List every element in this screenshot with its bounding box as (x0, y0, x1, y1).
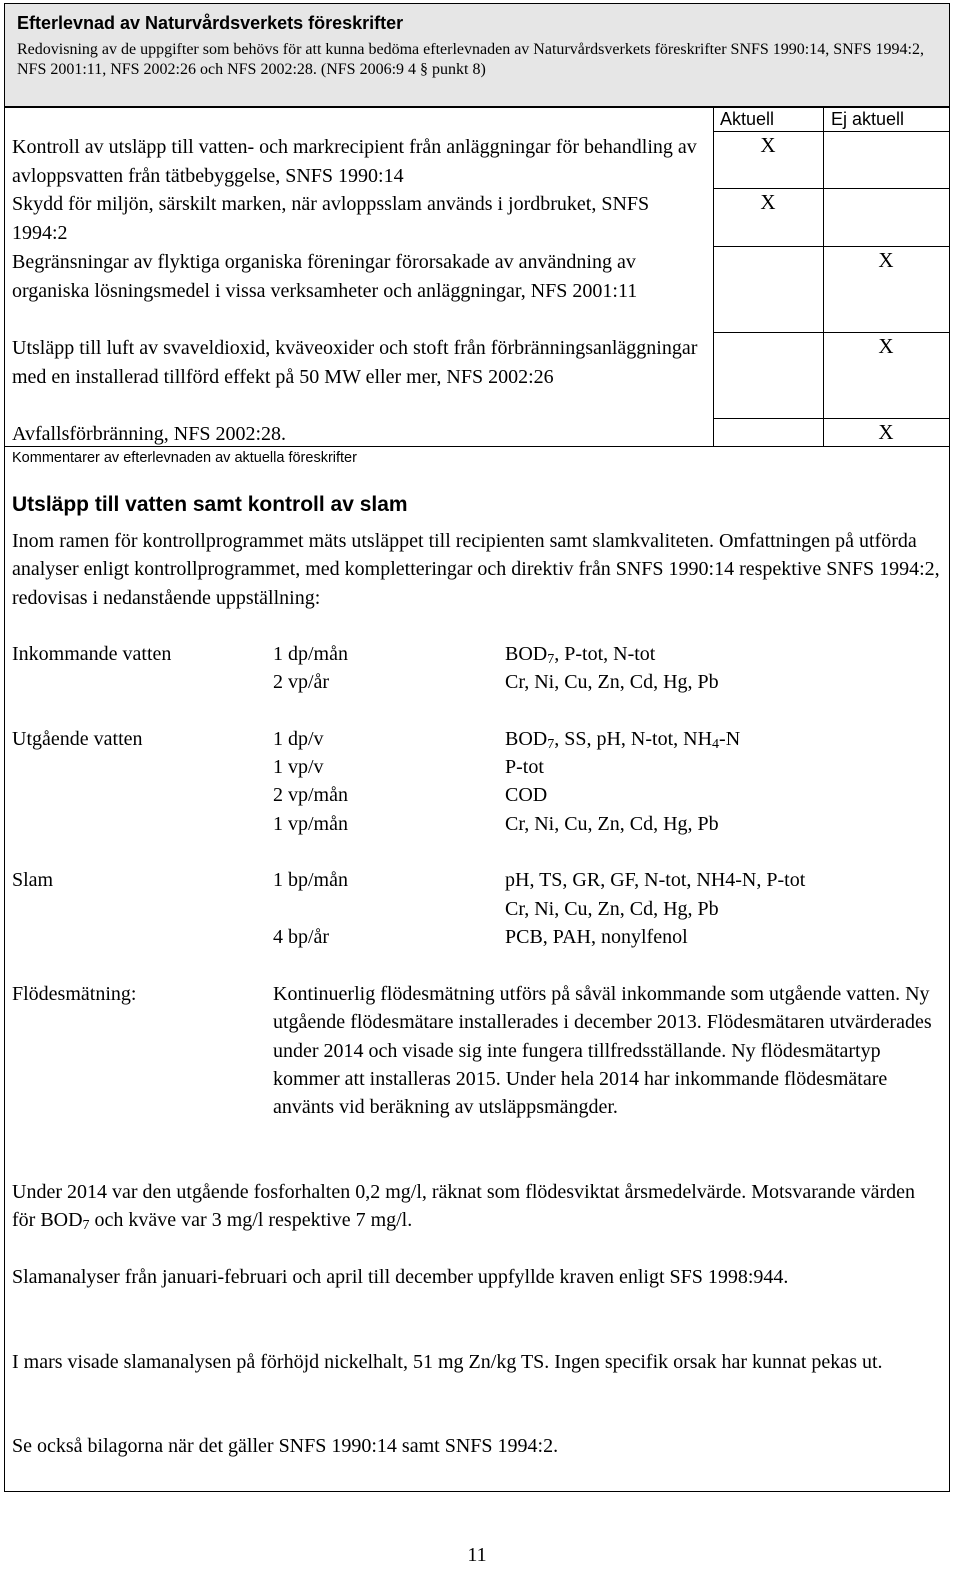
sampling-frequency: 2 vp/mån (273, 784, 348, 806)
sampling-parameters: P-tot (505, 756, 544, 778)
sampling-frequency: 1 dp/v (273, 728, 324, 750)
header-box (4, 3, 950, 107)
sampling-parameters: $BOD_7$, SS, pH, N-tot, $NH_4-N$ (505, 728, 741, 752)
requirement-row: Skydd för miljön, särskilt marken, när avloppsslam används i jordbruket, SNFS 1994:2 (12, 193, 650, 244)
table-row-line (713, 246, 949, 247)
table-row-line (713, 332, 949, 333)
column-header-aktuell: Aktuell (720, 109, 775, 129)
sampling-parameters: Cr, Ni, Cu, Zn, Cd, Hg, Pb (505, 813, 719, 835)
section-title: Utsläpp till vatten samt kontroll av slam (12, 493, 408, 516)
sampling-parameters: PCB, PAH, nonylfenol (505, 926, 688, 948)
table-divider-2 (823, 107, 824, 447)
sampling-frequency: 2 vp/år (273, 671, 330, 693)
paragraph: I mars visade slamanalysen på förhöjd nickelhalt, 51 mg Zn/kg TS. Ingen specifik orsak har kunnat pekas ut. (12, 1351, 883, 1373)
ej-aktuell-mark: X (878, 420, 894, 444)
sampling-parameters: $BOD_7$, P-tot, N-tot (505, 643, 656, 667)
table-row-line (713, 188, 949, 189)
table-header-line (713, 131, 949, 132)
sampling-parameters: COD (505, 784, 548, 806)
requirement-row: Kontroll av utsläpp till vatten- och markrecipient från anläggningar för behandling av avloppsvatten från tätbebyggelse, SNFS 1990:14 (12, 136, 697, 187)
sampling-frequency: 1 dp/mån (273, 643, 348, 665)
comment-label: Kommentarer av efterlevnaden av aktuella föreskrifter (12, 450, 357, 466)
paragraph: Se också bilagorna när det gäller SNFS 1990:14 samt SNFS 1994:2. (12, 1435, 559, 1457)
header-description: Redovisning av de uppgifter som behövs för att kunna bedöma efterlevnaden av Naturvårdsverkets föreskrifter SNFS 1990:14, SNFS 1994:2, NFS 2001:11, NFS 2002:26 och NFS 2002:28. (NFS 2006:9 4 § punkt 8) (17, 41, 924, 78)
aktuell-mark: X (760, 133, 776, 157)
ej-aktuell-mark: X (878, 248, 894, 272)
paragraph: Slamanalyser från januari-februari och april till december uppfyllde kraven enligt SFS 1998:944. (12, 1266, 789, 1288)
sludge-label: Slam (12, 869, 54, 891)
flow-measurement-label: Flödesmätning: (12, 983, 137, 1005)
header-title: Efterlevnad av Naturvårdsverkets föreskrifter (17, 13, 404, 33)
sampling-frequency: 4 bp/år (273, 926, 330, 948)
column-header-ej-aktuell: Ej aktuell (831, 109, 905, 129)
flow-measurement-text: Kontinuerlig flödesmätning utförs på såväl inkommande som utgående vatten. Ny utgående flödesmätare installerades i december 2013. Flödesmätaren utvärderades under 2014 och visade sig inte fungera tillfredsställande. Ny flödesmätartyp kommer att installeras 2015. Under hela 2014 har inkommande flödesmätare använts vid beräkning av utsläppsmängder. (273, 983, 932, 1119)
outgoing-water-label: Utgående vatten (12, 728, 143, 750)
sampling-frequency: 1 bp/mån (273, 869, 348, 891)
sampling-frequency: 1 vp/mån (273, 813, 348, 835)
incoming-water-label: Inkommande vatten (12, 643, 172, 665)
sampling-parameters: Cr, Ni, Cu, Zn, Cd, Hg, Pb (505, 671, 719, 693)
intro-paragraph: Inom ramen för kontrollprogrammet mäts utsläppet till recipienten samt slamkvaliteten. Omfattningen på utförda analyser enligt kontrollprogrammet, med kompletteringar och direktiv från SNFS 1990:14 respektive SNFS 1994:2, redovisas i nedanstående uppställning: (12, 530, 940, 609)
aktuell-mark: X (760, 190, 776, 214)
sampling-parameters: Cr, Ni, Cu, Zn, Cd, Hg, Pb (505, 898, 719, 920)
sampling-frequency: 1 vp/v (273, 756, 324, 778)
requirement-row: Avfallsförbränning, NFS 2002:28. (12, 423, 287, 445)
requirement-row: Begränsningar av flyktiga organiska föreningar förorsakade av användning av organiska lösningsmedel i vissa verksamheter och anläggningar, NFS 2001:11 (12, 251, 638, 302)
page-number: 11 (467, 1544, 487, 1566)
table-row-line (713, 418, 949, 419)
sampling-parameters: pH, TS, GR, GF, N-tot, NH4-N, P-tot (505, 869, 806, 891)
paragraph: Under 2014 var den utgående fosforhalten 0,2 mg/l, räknat som flödesviktat årsmedelvärde. Motsvarande värden för $BOD_7$ och kväve var 3 mg/l respektive 7 mg/l. (12, 1181, 916, 1234)
requirement-row: Utsläpp till luft av svaveldioxid, kväveoxider och stoft från förbränningsanläggningar med en installerad tillförd effekt på 50 MW eller mer, NFS 2002:26 (12, 337, 698, 388)
ej-aktuell-mark: X (878, 334, 894, 358)
table-divider-1 (713, 107, 714, 447)
